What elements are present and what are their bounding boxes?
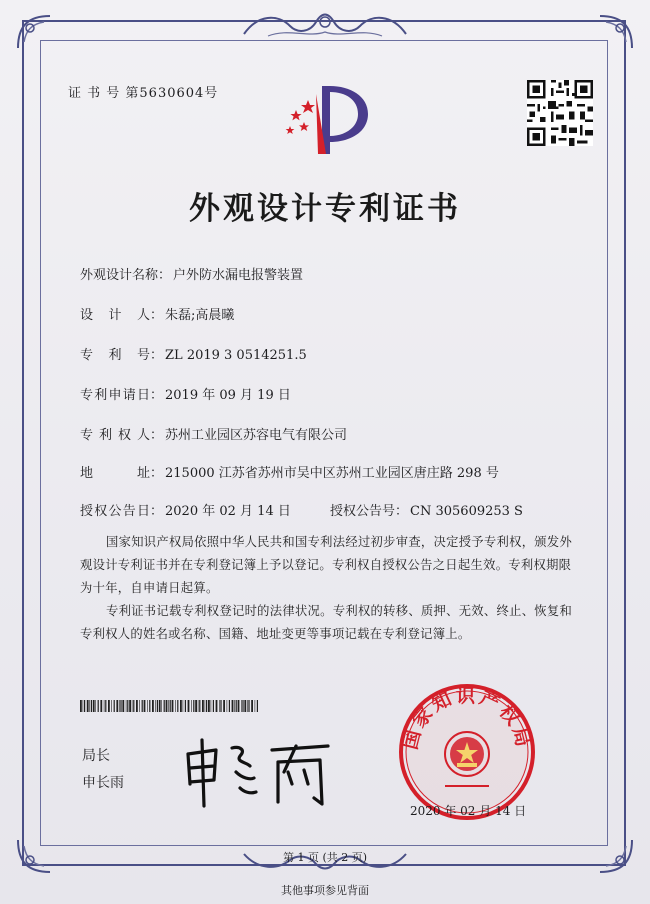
field-filing-date: 专利申请日： 2019 年 09 月 19 日 [80, 384, 291, 403]
legal-paragraph-2: 专利证书记载专利权登记时的法律状况。专利权的转移、质押、无效、终止、恢复和专利权人的姓名或名称、国籍、地址变更等事项记载在专利登记簿上。 [80, 604, 573, 641]
qr-code-icon [527, 80, 593, 146]
page-number: 第 1 页 (共 2 页) [282, 851, 368, 864]
certificate-title: 外观设计专利证书 [189, 191, 461, 227]
field-address: 地址： 215000 江苏省苏州市吴中区苏州工业园区唐庄路 298 号 [80, 462, 499, 481]
field-designer: 设计人： 朱磊;高晨曦 [80, 304, 234, 323]
field-value: 户外防水漏电报警装置 [173, 268, 304, 283]
seal-date: 2020 年 02 月 14 日 [410, 804, 527, 818]
field-label: 专利号 [80, 348, 150, 363]
field-value: 朱磊;高晨曦 [165, 308, 235, 323]
field-value: 苏州工业园区苏容电气有限公司 [165, 428, 348, 443]
field-value: 215000 江苏省苏州市吴中区苏州工业园区唐庄路 298 号 [165, 466, 499, 481]
corner-ornament-icon [596, 12, 636, 52]
barcode-icon [80, 700, 260, 712]
field-value: ZL 2019 3 0514251.5 [165, 348, 307, 363]
cipo-logo-icon [282, 80, 382, 160]
top-scroll-ornament-icon [238, 8, 412, 42]
field-label: 授权公告日 [80, 504, 150, 519]
field-label: 外观设计名称 [80, 268, 159, 283]
seal-text: 国家知识产权局 [399, 685, 535, 752]
certificate-number: 证 书 号 第5630604号 [68, 86, 219, 101]
field-patent-number: 专利号： ZL 2019 3 0514251.5 [80, 344, 307, 363]
field-label: 专利权人 [80, 428, 150, 443]
director-title: 局长 [82, 748, 110, 764]
field-label: 专利申请日 [80, 388, 150, 403]
field-patentee: 专利权人： 苏州工业园区苏容电气有限公司 [80, 424, 347, 443]
field-design-name: 外观设计名称： 户外防水漏电报警装置 [80, 264, 303, 283]
field-label: 授权公告号 [330, 504, 396, 519]
back-note: 其他事项参见背面 [281, 884, 369, 897]
signature-icon [180, 732, 340, 812]
official-seal-icon [397, 682, 537, 822]
field-value: 2020 年 02 月 14 日 [165, 504, 291, 519]
corner-ornament-icon [14, 12, 54, 52]
field-value: CN 305609253 S [410, 504, 523, 519]
field-grant-number: 授权公告号： CN 305609253 S [330, 500, 523, 519]
director-name: 申长雨 [82, 775, 124, 791]
field-label: 设计人 [80, 308, 150, 323]
field-value: 2019 年 09 月 19 日 [165, 388, 291, 403]
legal-paragraph-1: 国家知识产权局依照中华人民共和国专利法经过初步审查，决定授予专利权，颁发外观设计专利证书并在专利登记簿上予以登记。专利权自授权公告之日起生效。专利权期限为十年，自申请日起算。 [80, 535, 573, 595]
field-grant-date: 授权公告日： 2020 年 02 月 14 日 [80, 500, 291, 519]
field-label: 地址 [80, 466, 150, 481]
